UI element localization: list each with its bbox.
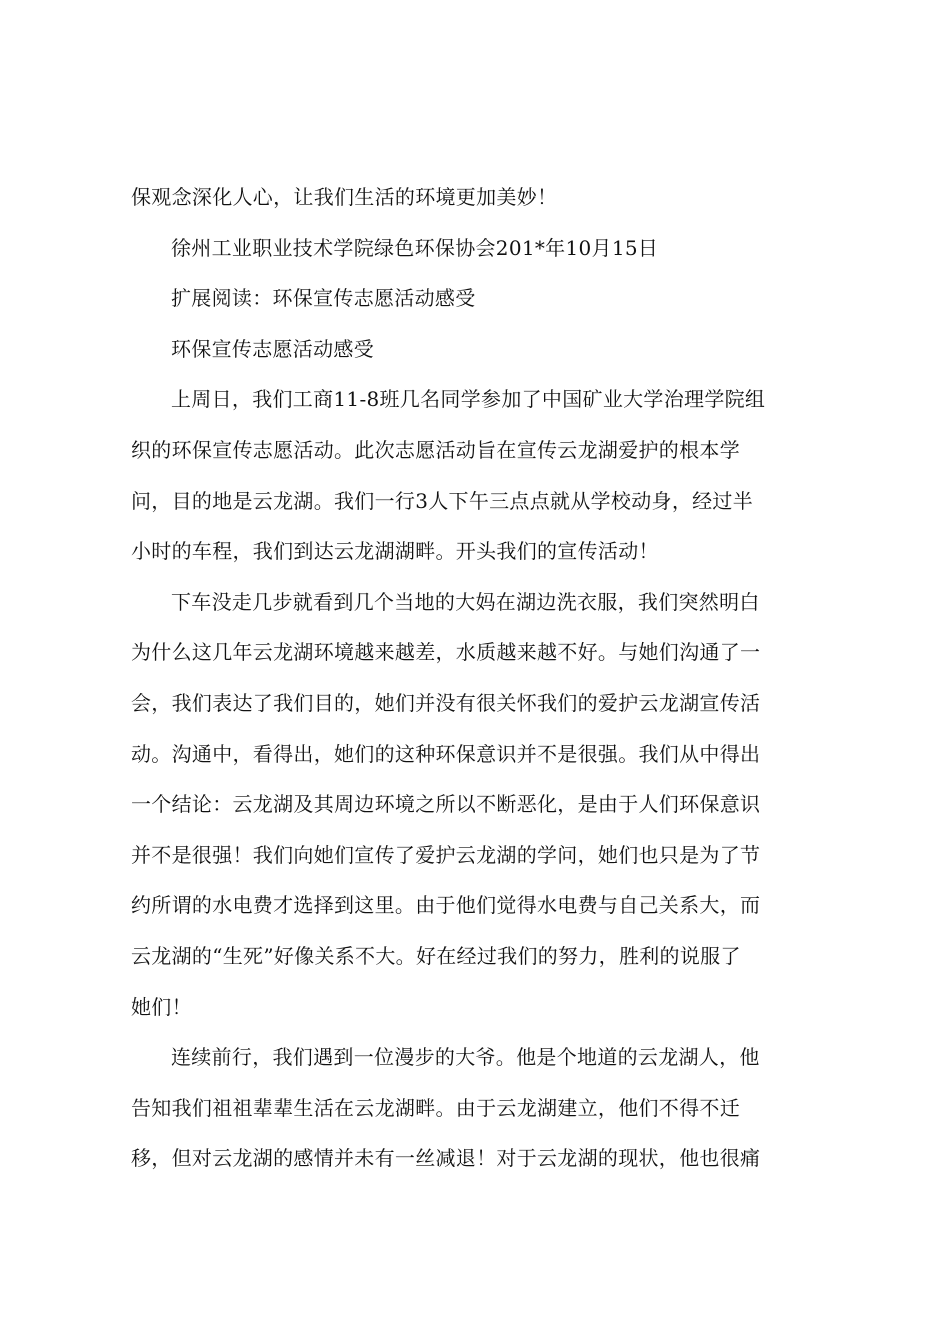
text-line: 下车没走几步就看到几个当地的大妈在湖边洗衣服，我们突然明白 <box>171 589 760 614</box>
extended-reading-heading: 扩展阅读：环保宣传志愿活动感受 <box>171 286 476 311</box>
text-line: 小时的车程，我们到达云龙湖湖畔。开头我们的宣传活动！ <box>131 539 659 564</box>
text-line: 为什么这几年云龙湖环境越来越差，水质越来越不好。与她们沟通了一 <box>131 640 761 665</box>
text-line: 云龙湖的“生死”好像关系不大。好在经过我们的努力，胜利的说服了 <box>131 943 741 968</box>
text-line: 动。沟通中，看得出，她们的这种环保意识并不是很强。我们从中得出 <box>131 741 761 766</box>
text-line: 约所谓的水电费才选择到这里。由于他们觉得水电费与自己关系大，而 <box>131 893 761 918</box>
text-line: 一个结论：云龙湖及其周边环境之所以不断恶化，是由于人们环保意识 <box>131 792 761 817</box>
article-title: 环保宣传志愿活动感受 <box>171 336 374 361</box>
text-line: 会，我们表达了我们目的，她们并没有很关怀我们的爱护云龙湖宣传活 <box>131 690 761 715</box>
document-body <box>131 185 831 1197</box>
text-line: 告知我们祖祖辈辈生活在云龙湖畔。由于云龙湖建立，他们不得不迁 <box>131 1095 740 1120</box>
text-line: 上周日，我们工商11-8班几名同学参加了中国矿业大学治理学院组 <box>171 387 766 412</box>
text-line: 连续前行，我们遇到一位漫步的大爷。他是个地道的云龙湖人，他 <box>171 1045 760 1070</box>
text-line: 她们！ <box>131 994 192 1019</box>
text-line: 织的环保宣传志愿活动。此次志愿活动旨在宣传云龙湖爱护的根本学 <box>131 437 740 462</box>
signature-line: 徐州工业职业技术学院绿色环保协会201*年10月15日 <box>171 235 659 260</box>
text-line: 问，目的地是云龙湖。我们一行3人下午三点点就从学校动身，经过半 <box>131 488 754 513</box>
text-line: 移，但对云龙湖的感情并未有一丝减退！对于云龙湖的现状，他也很痛 <box>131 1146 761 1171</box>
text-line: 并不是很强！我们向她们宣传了爱护云龙湖的学问，她们也只是为了节 <box>131 842 761 867</box>
text-line: 保观念深化人心，让我们生活的环境更加美妙！ <box>131 185 558 209</box>
